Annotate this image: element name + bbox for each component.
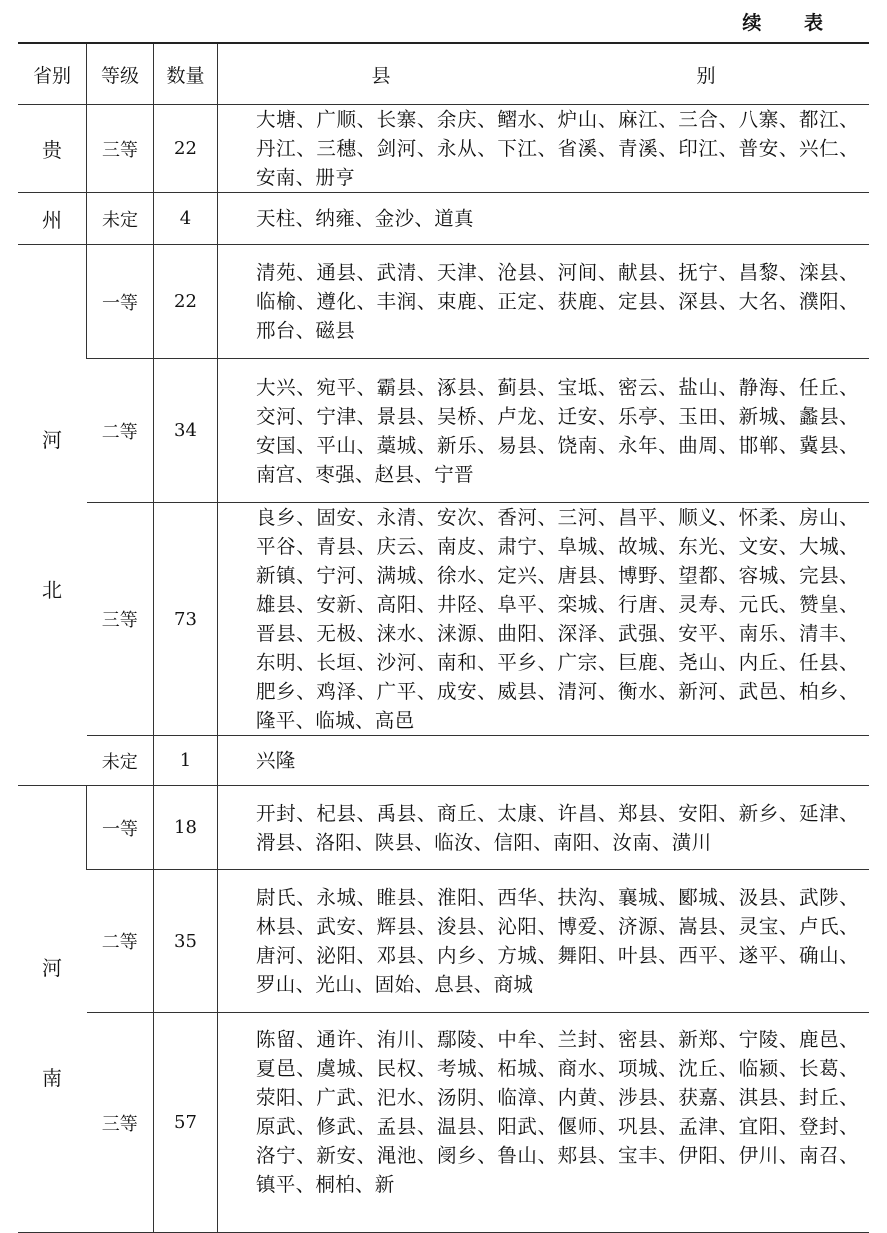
table-row xyxy=(18,786,869,870)
count-cell: 18 xyxy=(154,786,218,870)
table-row xyxy=(18,193,869,245)
grade-cell: 三等 xyxy=(87,1013,154,1233)
counties-cell: 良乡、固安、永清、安次、香河、三河、昌平、顺义、怀柔、房山、平谷、青县、庆云、南皮、肃宁、阜城、故城、东光、文安、大城、新镇、宁河、满城、徐水、定兴、唐县、博野、望都、容城、完县、雄县、安新、高阳、井陉、阜平、栾城、行唐、灵寿、元氏、赞皇、晋县、无极、涞水、涞源、曲阳、深泽、武强、安平、南乐、清丰、东明、长垣、沙河、南和、平乡、广宗、巨鹿、尧山、内丘、任县、肥乡、鸡泽、广平、成安、威县、清河、衡水、新河、武邑、柏乡、隆平、临城、高邑 xyxy=(218,503,870,736)
count-cell: 35 xyxy=(154,870,218,1013)
count-cell: 57 xyxy=(154,1013,218,1233)
count-cell: 34 xyxy=(154,359,218,503)
province-guizhou-2: 州 xyxy=(18,193,87,245)
province-henan xyxy=(18,786,87,1233)
counties-cell: 开封、杞县、禹县、商丘、太康、许昌、郑县、安阳、新乡、延津、滑县、洛阳、陕县、临汝、信阳、南阳、汝南、潢川 xyxy=(218,786,870,870)
header-count: 数量 xyxy=(154,44,218,105)
table-row xyxy=(18,736,869,786)
table-row xyxy=(18,105,869,193)
county-grade-table xyxy=(18,44,869,1233)
count-cell: 73 xyxy=(154,503,218,736)
grade-cell: 一等 xyxy=(87,245,154,359)
grade-cell: 二等 xyxy=(87,359,154,503)
grade-cell: 未定 xyxy=(87,736,154,786)
table-row xyxy=(18,1013,869,1233)
count-cell: 4 xyxy=(154,193,218,245)
header-grade: 等级 xyxy=(87,44,154,105)
counties-cell: 大兴、宛平、霸县、涿县、蓟县、宝坻、密云、盐山、静海、任丘、交河、宁津、景县、吴桥、卢龙、迁安、乐亭、玉田、新城、蠡县、安国、平山、藁城、新乐、易县、饶南、永年、曲周、邯郸、冀县、南宫、枣强、赵县、宁晋 xyxy=(218,359,870,503)
count-cell: 22 xyxy=(154,105,218,193)
province-guizhou-1: 贵 xyxy=(18,105,87,193)
grade-cell: 二等 xyxy=(87,870,154,1013)
province-hebei-1: 河 xyxy=(42,428,62,452)
table-row xyxy=(18,359,869,503)
grade-cell: 三等 xyxy=(87,105,154,193)
grade-cell: 一等 xyxy=(87,786,154,870)
counties-cell: 清苑、通县、武清、天津、沧县、河间、献县、抚宁、昌黎、滦县、临榆、遵化、丰润、束鹿、正定、获鹿、定县、深县、大名、濮阳、邢台、磁县 xyxy=(218,245,870,359)
count-cell: 1 xyxy=(154,736,218,786)
province-hebei-2: 北 xyxy=(42,578,62,602)
table-row xyxy=(18,245,869,359)
grade-cell: 未定 xyxy=(87,193,154,245)
continuation-label: 续 表 xyxy=(742,12,841,34)
counties-cell: 大塘、广顺、长寨、余庆、鳛水、炉山、麻江、三合、八寨、都江、丹江、三穗、剑河、永从、下江、省溪、青溪、印江、普安、兴仁、安南、册亨 xyxy=(218,105,870,193)
province-henan-1: 河 xyxy=(42,956,62,980)
table-row xyxy=(18,503,869,736)
table-header-row xyxy=(18,44,869,105)
province-hebei xyxy=(18,245,87,786)
table-row xyxy=(18,870,869,1013)
counties-cell: 天柱、纳雍、金沙、道真 xyxy=(218,193,870,245)
grade-cell: 三等 xyxy=(87,503,154,736)
header-province: 省别 xyxy=(18,44,87,105)
counties-cell: 兴隆 xyxy=(218,736,870,786)
counties-cell: 陈留、通许、洧川、鄢陵、中牟、兰封、密县、新郑、宁陵、鹿邑、夏邑、虞城、民权、考城、柘城、商水、项城、沈丘、临颍、长葛、荥阳、广武、汜水、汤阴、临漳、内黄、涉县、获嘉、淇县、封丘、原武、修武、孟县、温县、阳武、偃师、巩县、孟津、宜阳、登封、洛宁、新安、渑池、阌乡、鲁山、郏县、宝丰、伊阳、伊川、南召、镇平、桐柏、新 xyxy=(218,1013,870,1233)
province-henan-2: 南 xyxy=(42,1066,62,1090)
header-county: 县 别 xyxy=(218,44,870,105)
counties-cell: 尉氏、永城、睢县、淮阳、西华、扶沟、襄城、郾城、汲县、武陟、林县、武安、辉县、浚县、沁阳、博爱、济源、嵩县、灵宝、卢氏、唐河、泌阳、邓县、内乡、方城、舞阳、叶县、西平、遂平、确山、罗山、光山、固始、息县、商城 xyxy=(218,870,870,1013)
count-cell: 22 xyxy=(154,245,218,359)
